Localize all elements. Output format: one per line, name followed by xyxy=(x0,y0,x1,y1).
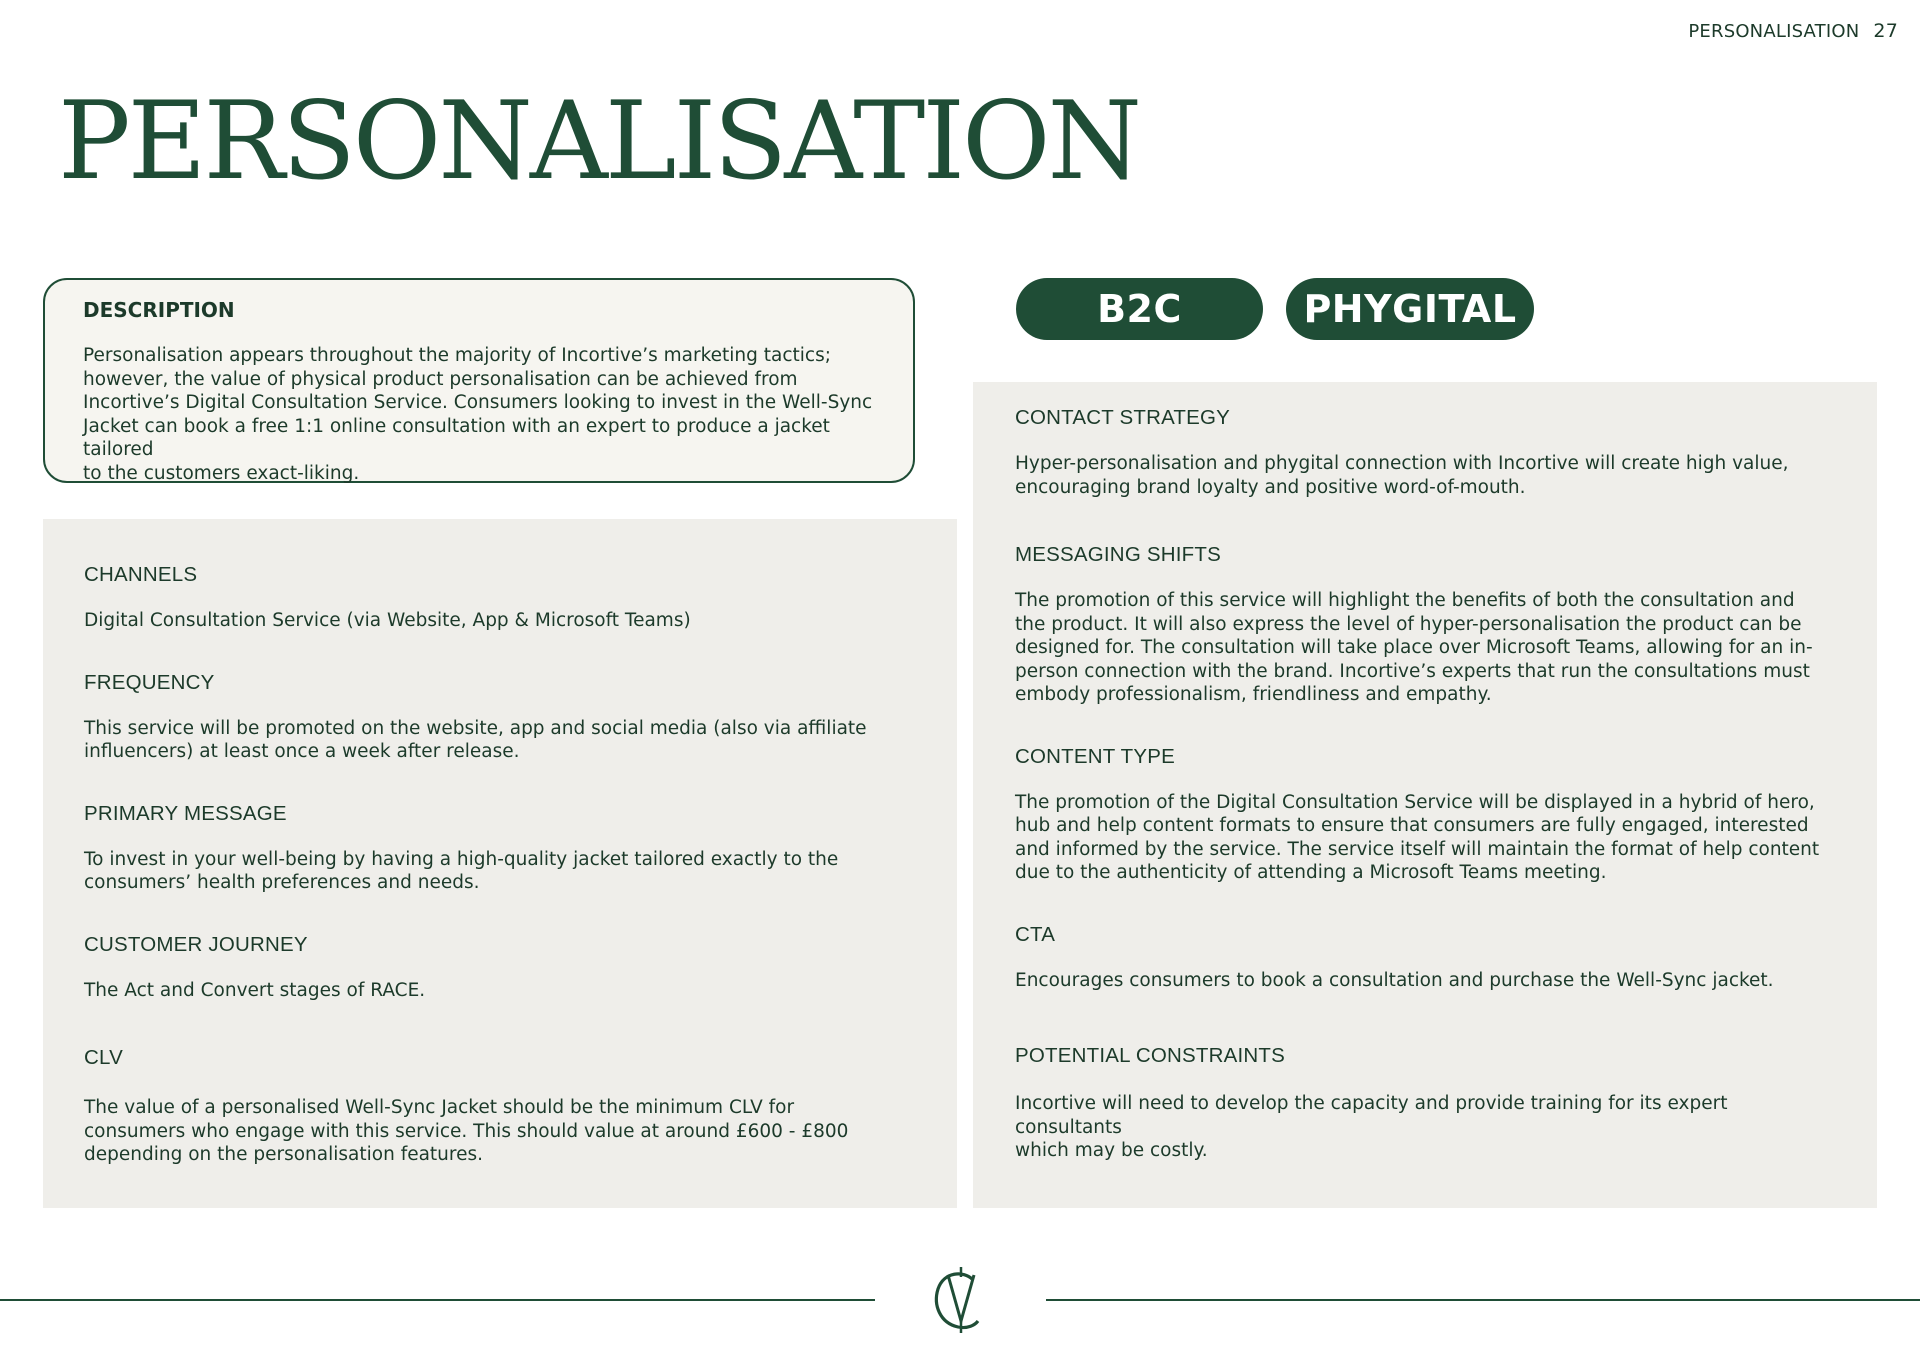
text-line: The promotion of the Digital Consultation Service will be displayed in a hybrid of hero, xyxy=(1015,791,1815,813)
text-line: Encourages consumers to book a consultation and purchase the Well-Sync jacket. xyxy=(1015,969,1774,991)
left-info-panel xyxy=(43,519,957,1208)
b2c-tag: B2C xyxy=(1016,278,1263,340)
text-line: Incortive will need to develop the capacity and provide training for its expert consultants xyxy=(1015,1093,1728,1138)
description-line: Jacket can book a free 1:1 online consultation with an expert to produce a jacket tailored xyxy=(83,415,830,460)
text-line: To invest in your well-being by having a high-quality jacket tailored exactly to the xyxy=(84,848,839,870)
content-type-text xyxy=(1015,791,1837,885)
text-line: The Act and Convert stages of RACE. xyxy=(84,979,426,1001)
description-text xyxy=(83,344,875,485)
frequency-label: FREQUENCY xyxy=(84,670,215,694)
description-line: Incortive’s Digital Consultation Service. Consumers looking to invest in the Well-Sync xyxy=(83,392,873,413)
cv-monogram-logo xyxy=(928,1265,994,1335)
running-header xyxy=(1688,20,1898,42)
description-line: Personalisation appears throughout the majority of Incortive’s marketing tactics; xyxy=(83,345,831,366)
text-line: which may be costly. xyxy=(1015,1140,1208,1161)
text-line: depending on the personalisation features. xyxy=(84,1144,484,1165)
cta-text xyxy=(1015,969,1837,993)
page-title: PERSONALISATION xyxy=(58,79,1140,204)
clv-label: CLV xyxy=(84,1046,123,1069)
text-line: The promotion of this service will highlight the benefits of both the consultation and xyxy=(1015,590,1795,611)
customer-journey-label: CUSTOMER JOURNEY xyxy=(84,932,308,956)
text-line: person connection with the brand. Incortive’s experts that run the consultations must xyxy=(1015,660,1810,682)
description-box xyxy=(43,278,915,483)
text-line: The value of a personalised Well-Sync Jacket should be the minimum CLV for xyxy=(84,1097,795,1118)
primary-message-label: PRIMARY MESSAGE xyxy=(84,801,287,825)
right-info-panel xyxy=(973,382,1877,1208)
cta-label: CTA xyxy=(1015,922,1056,946)
messaging-shifts-text xyxy=(1015,589,1837,707)
potential-constraints-label: POTENTIAL CONSTRAINTS xyxy=(1015,1044,1285,1067)
description-line: to the customers exact-liking. xyxy=(83,462,360,484)
text-line: This service will be promoted on the website, app and social media (also via affiliate xyxy=(84,717,867,739)
customer-journey-text xyxy=(84,979,916,1003)
text-line: due to the authenticity of attending a Microsoft Teams meeting. xyxy=(1015,862,1607,883)
contact-strategy-label: CONTACT STRATEGY xyxy=(1015,406,1231,429)
text-line: and informed by the service. The service itself will maintain the format of help content xyxy=(1015,838,1820,860)
text-line: hub and help content formats to ensure that consumers are fully engaged, interested xyxy=(1015,815,1809,836)
footer-divider-left xyxy=(0,1299,875,1301)
content-type-label: CONTENT TYPE xyxy=(1015,744,1175,768)
page-number: 27 xyxy=(1873,20,1898,42)
channels-label: CHANNELS xyxy=(84,563,198,586)
potential-constraints-text xyxy=(1015,1092,1837,1163)
messaging-shifts-label: MESSAGING SHIFTS xyxy=(1015,543,1221,566)
contact-strategy-text xyxy=(1015,452,1837,499)
footer-divider-right xyxy=(1046,1299,1920,1301)
text-line: Digital Consultation Service (via Website, App & Microsoft Teams) xyxy=(84,610,691,631)
text-line: consumers who engage with this service. This should value at around £600 - £800 xyxy=(84,1120,849,1142)
text-line: influencers) at least once a week after release. xyxy=(84,741,520,762)
text-line: embody professionalism, friendliness and empathy. xyxy=(1015,684,1492,705)
text-line: Hyper-personalisation and phygital connection with Incortive will create high value, xyxy=(1015,453,1789,474)
running-header-section: PERSONALISATION xyxy=(1688,21,1860,42)
channels-text xyxy=(84,609,916,633)
description-heading: DESCRIPTION xyxy=(83,298,235,322)
clv-text xyxy=(84,1096,916,1167)
text-line: designed for. The consultation will take place over Microsoft Teams, allowing for an in- xyxy=(1015,637,1813,658)
text-line: encouraging brand loyalty and positive word-of-mouth. xyxy=(1015,476,1526,498)
text-line: the product. It will also express the level of hyper-personalisation the product can be xyxy=(1015,613,1802,635)
frequency-text xyxy=(84,717,916,764)
description-line: however, the value of physical product personalisation can be achieved from xyxy=(83,368,798,390)
text-line: consumers’ health preferences and needs. xyxy=(84,872,480,893)
primary-message-text xyxy=(84,848,916,895)
phygital-tag: PHYGITAL xyxy=(1286,278,1534,340)
